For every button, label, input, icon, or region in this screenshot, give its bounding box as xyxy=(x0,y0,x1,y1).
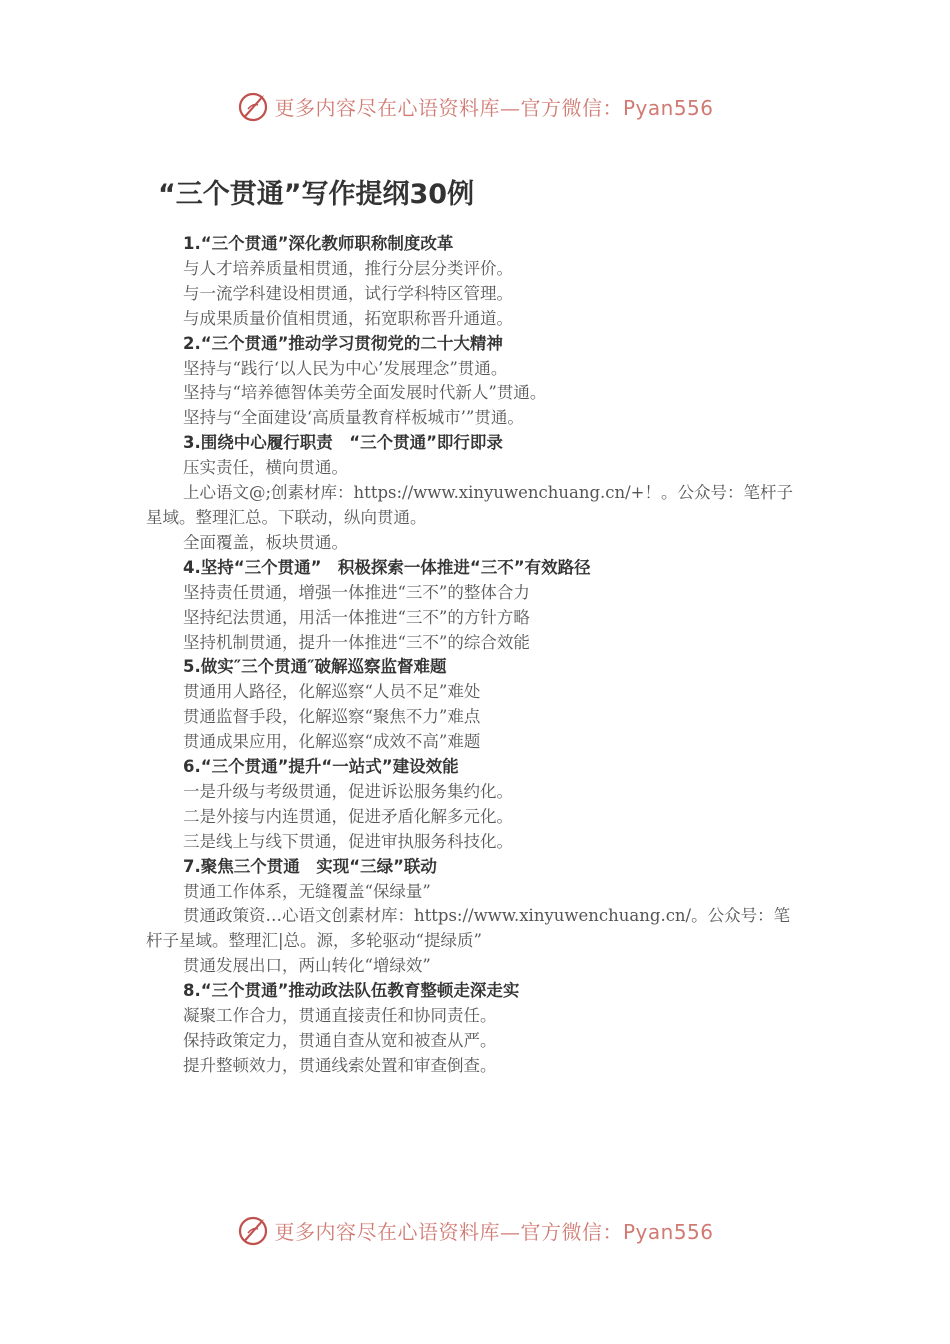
body-line: 与人才培养质量相贯通，推行分层分类评价。 xyxy=(183,258,513,278)
body-line: 全面覆盖，板块贯通。 xyxy=(183,532,348,552)
quill-pen-circle-icon xyxy=(236,89,270,123)
footer-watermark-banner xyxy=(0,1208,950,1252)
body-line: 二是外接与内连贯通，促进矛盾化解多元化。 xyxy=(183,806,513,826)
document-body xyxy=(146,232,816,1079)
section-heading: 5.做实″三个贯通″破解巡察监督难题 xyxy=(183,657,447,677)
section-heading: 8.“三个贯通”推动政法队伍教育整顿走深走实 xyxy=(183,981,520,1001)
header-watermark-banner xyxy=(0,84,950,128)
body-line: 贯通政策资…心语文创素材库：https://www.xinyuwenchuang.cn/。公众号：笔杆子星域。整理汇|总。源，多轮驱动“提绿质” xyxy=(146,906,791,951)
body-line: 凝聚工作合力，贯通直接责任和协同责任。 xyxy=(183,1006,497,1026)
section-heading: 4.坚持“三个贯通” 积极探索一体推进“三不”有效路径 xyxy=(183,557,591,577)
section-heading: 6.“三个贯通”提升“一站式”建设效能 xyxy=(183,757,459,777)
body-line: 贯通发展出口，两山转化“增绿效” xyxy=(183,956,431,976)
body-line: 与一流学科建设相贯通，试行学科特区管理。 xyxy=(183,283,513,303)
section-heading: 1.“三个贯通”深化教师职称制度改革 xyxy=(183,234,454,253)
body-line: 与成果质量价值相贯通，拓宽职称晋升通道。 xyxy=(183,308,513,328)
body-line: 贯通监督手段，化解巡察“聚焦不力”难点 xyxy=(183,707,481,727)
body-line: 上心语文@;创素材库：https://www.xinyuwenchuang.cn/+！。公众号：笔杆子星域。整理汇总。下联动，纵向贯通。 xyxy=(146,483,794,527)
body-line: 坚持责任贯通，增强一体推进“三不”的整体合力 xyxy=(183,582,530,602)
page-title: “三个贯通”写作提纲30例 xyxy=(158,179,475,210)
body-line: 压实责任，横向贯通。 xyxy=(183,458,348,478)
body-line: 贯通工作体系，无缝覆盖“保绿量” xyxy=(183,881,431,901)
body-line: 提升整顿效力，贯通线索处置和审查倒查。 xyxy=(183,1055,497,1075)
section-heading: 7.聚焦三个贯通 实现“三绿”联动 xyxy=(183,856,437,876)
body-line: 贯通成果应用，化解巡察“成效不高”难题 xyxy=(183,732,481,752)
body-line: 保持政策定力，贯通自查从宽和被查从严。 xyxy=(183,1031,497,1050)
quill-pen-circle-icon xyxy=(236,1213,270,1247)
body-line: 三是线上与线下贯通，促进审执服务科技化。 xyxy=(183,831,513,851)
body-line: 坚持与“培养德智体美劳全面发展时代新人”贯通。 xyxy=(183,383,547,403)
body-line: 坚持机制贯通，提升一体推进“三不”的综合效能 xyxy=(183,632,530,652)
section-heading: 3.围绕中心履行职责 “三个贯通”即行即录 xyxy=(183,433,503,453)
body-line: 坚持与“践行‘以人民为中心’发展理念”贯通。 xyxy=(183,358,508,378)
banner-text: 更多内容尽在心语资料库—官方微信：Pyan556 xyxy=(274,1219,714,1244)
banner-text: 更多内容尽在心语资料库—官方微信：Pyan556 xyxy=(274,95,714,120)
body-line: 坚持与“全面建设‘高质量教育样板城市’”贯通。 xyxy=(183,408,524,428)
section-heading: 2.“三个贯通”推动学习贯彻党的二十大精神 xyxy=(183,333,503,353)
body-line: 贯通用人路径，化解巡察“人员不足”难处 xyxy=(183,682,481,702)
body-line: 坚持纪法贯通，用活一体推进“三不”的方针方略 xyxy=(183,607,530,627)
body-line: 一是升级与考级贯通，促进诉讼服务集约化。 xyxy=(183,781,513,801)
